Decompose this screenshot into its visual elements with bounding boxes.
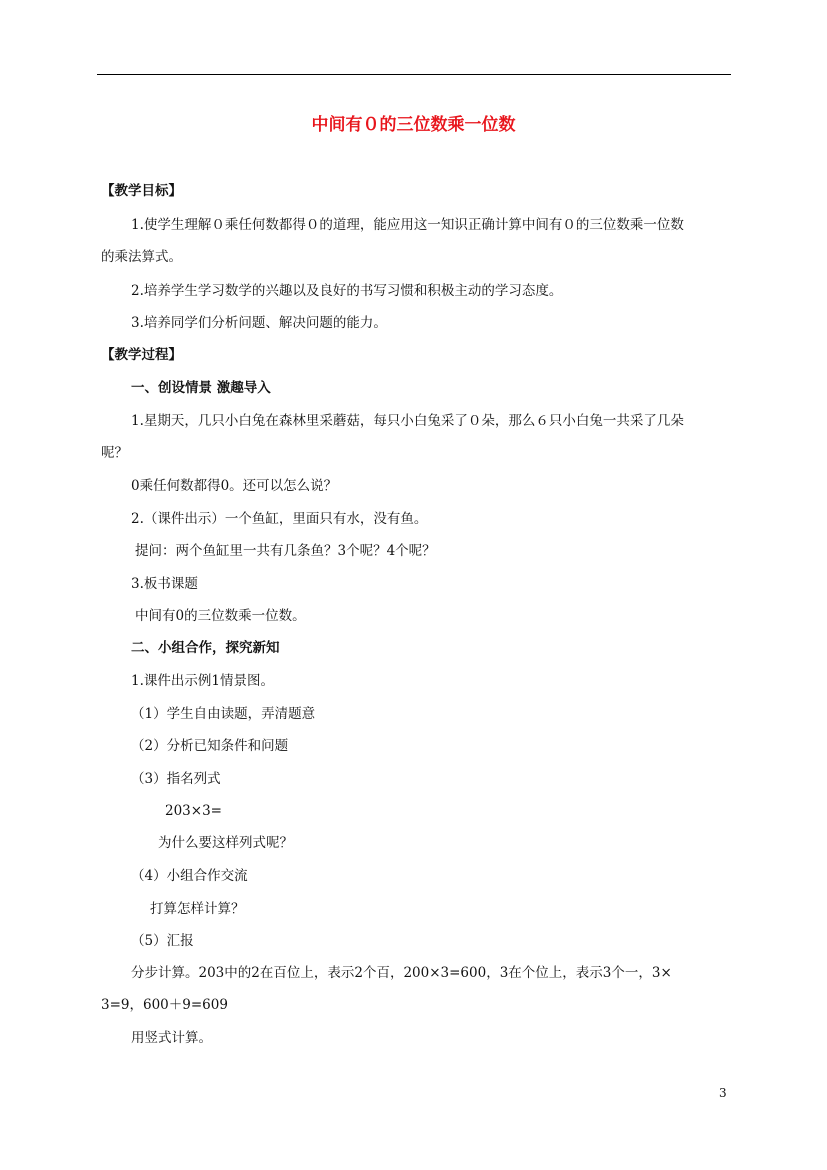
paragraph-line: 的乘法算式。 — [101, 249, 182, 265]
paragraph-line: 提问：两个鱼缸里一共有几条鱼？3个呢？4个呢？ — [135, 543, 436, 559]
document-title: 中间有０的三位数乘一位数 — [311, 115, 516, 135]
paragraph-line: 3.板书课题 — [131, 576, 198, 592]
section-heading-objectives: 【教学目标】 — [101, 183, 182, 199]
paragraph-line: （1）学生自由读题，弄清题意 — [131, 706, 316, 722]
subheading: 一、创设情景 激趣导入 — [131, 380, 271, 396]
section-heading-process: 【教学过程】 — [101, 347, 182, 363]
subheading: 二、小组合作，探究新知 — [131, 640, 280, 656]
paragraph-line: 打算怎样计算？ — [150, 901, 245, 917]
header-rule — [97, 74, 731, 75]
paragraph-line: 1.星期天，几只小白兔在森林里采蘑菇，每只小白兔采了０朵，那么６只小白兔一共采了几朵 — [131, 413, 684, 429]
paragraph-line: 0乘任何数都得0。还可以怎么说？ — [131, 478, 338, 494]
paragraph-line: （2）分析已知条件和问题 — [131, 738, 289, 754]
paragraph-line: 1.课件出示例1情景图。 — [131, 673, 274, 689]
paragraph-line: 呢？ — [101, 445, 128, 461]
page-number: 3 — [719, 1086, 727, 1100]
paragraph-line: 为什么要这样列式呢？ — [158, 835, 293, 851]
paragraph-line: （4）小组合作交流 — [131, 868, 248, 884]
paragraph-line: 中间有0的三位数乘一位数。 — [135, 608, 306, 624]
paragraph-line: 用竖式计算。 — [131, 1030, 212, 1046]
paragraph-line: 3.培养同学们分析问题、解决问题的能力。 — [131, 315, 387, 331]
paragraph-line: （5）汇报 — [131, 933, 194, 949]
paragraph-line: 2.（课件出示）一个鱼缸，里面只有水，没有鱼。 — [131, 511, 428, 527]
paragraph-line: （3）指名列式 — [131, 771, 221, 787]
paragraph-line: 1.使学生理解０乘任何数都得０的道理，能应用这一知识正确计算中间有０的三位数乘一位数 — [131, 217, 684, 233]
paragraph-line: 3=9，600＋9=609 — [101, 997, 228, 1013]
paragraph-line: 2.培养学生学习数学的兴趣以及良好的书写习惯和积极主动的学习态度。 — [131, 283, 563, 299]
paragraph-line: 分步计算。203中的2在百位上，表示2个百，200×3=600，3在个位上，表示3个一，3× — [131, 965, 672, 981]
equation-line: 203×3= — [165, 803, 222, 819]
